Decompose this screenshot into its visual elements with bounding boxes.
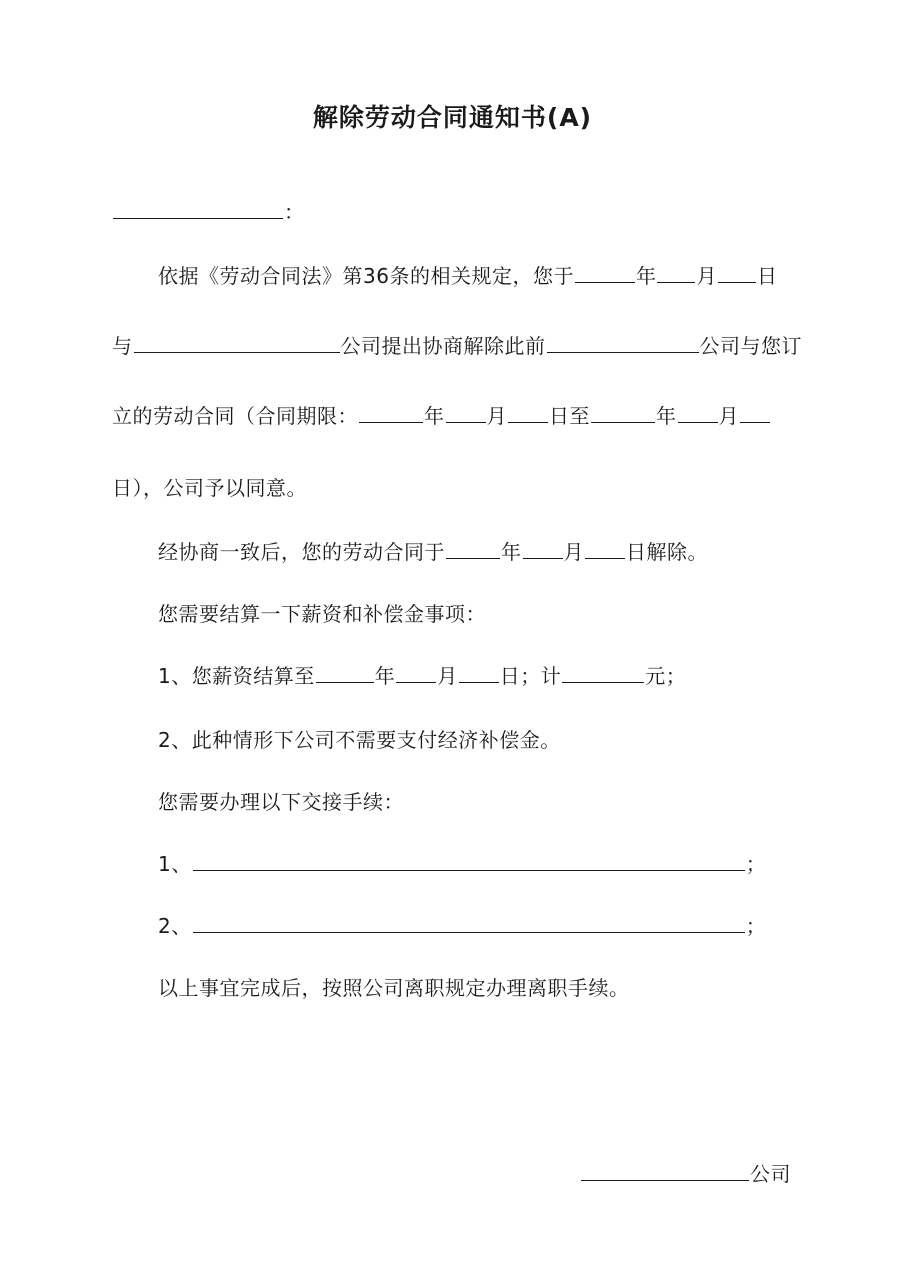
handover-blank-2[interactable] [193,912,745,933]
settlement-amount-blank[interactable] [562,662,644,683]
salary-settlement-text: 1、您薪资结算至 [158,664,315,688]
day-total-label: 日；计 [499,664,562,688]
term-end-month-blank[interactable] [678,402,718,423]
company-label: 公司 [750,1162,791,1186]
paragraph1-line1 [158,262,777,290]
month-label: 月 [563,540,584,564]
handover-number: 2、 [158,914,192,938]
yuan-label: 元； [645,664,687,688]
month-label: 月 [696,264,717,288]
termination-month-blank[interactable] [523,538,563,559]
proposal-day-blank[interactable] [718,262,756,283]
proposal-month-blank[interactable] [657,262,695,283]
signature-line [580,1160,791,1188]
salutation-line [112,198,305,226]
handover-item-2 [158,912,766,940]
year-label: 年 [424,404,445,428]
company-signature-blank[interactable] [581,1160,749,1181]
handover-blank-1[interactable] [193,850,745,871]
settlement-item-1 [158,662,686,690]
settlement-month-blank[interactable] [396,662,436,683]
handover-semicolon: ； [745,914,767,938]
legal-basis-text: 依据《劳动合同法》第36条的相关规定，您于 [158,264,574,288]
company-name-blank-1[interactable] [134,332,340,353]
settlement-day-blank[interactable] [459,662,499,683]
termination-date-text: 经协商一致后，您的劳动合同于 [158,540,445,564]
day-label: 日 [756,264,778,288]
paragraph1-line2 [112,332,802,360]
proposal-text: 公司提出协商解除此前 [340,334,546,358]
document-title: 解除劳动合同通知书(A) [312,103,593,132]
day-terminated-label: 日解除。 [626,540,708,564]
handover-number: 1、 [158,852,192,876]
paragraph2 [158,538,708,566]
paragraph4: 您需要办理以下交接手续： [158,790,404,814]
settlement-year-blank[interactable] [316,662,374,683]
year-label: 年 [635,264,657,288]
contract-with-text: 公司与您订 [699,334,802,358]
term-start-year-blank[interactable] [359,402,423,423]
year-label: 年 [501,540,522,564]
recipient-name-blank[interactable] [113,198,283,219]
term-start-month-blank[interactable] [446,402,486,423]
proposal-year-blank[interactable] [575,262,635,283]
paragraph1-line3 [112,402,771,430]
month-label: 月 [718,404,739,428]
month-label: 月 [486,404,507,428]
year-label: 年 [656,404,677,428]
term-end-day-blank[interactable] [740,402,770,423]
paragraph3: 您需要结算一下薪资和补偿金事项： [158,602,486,626]
termination-day-blank[interactable] [585,538,625,559]
settlement-item-2: 2、此种情形下公司不需要支付经济补偿金。 [158,728,561,752]
paragraph1-line4: 日），公司予以同意。 [112,476,307,500]
contract-term-label: 立的劳动合同（合同期限： [112,404,358,428]
handover-item-1 [158,850,766,878]
day-to-label: 日至 [549,404,590,428]
salutation-colon: ： [284,200,305,224]
termination-year-blank[interactable] [446,538,500,559]
year-label: 年 [374,664,396,688]
term-end-year-blank[interactable] [591,402,655,423]
handover-semicolon: ； [745,852,767,876]
with-label: 与 [112,334,133,358]
company-name-blank-2[interactable] [547,332,699,353]
month-label: 月 [437,664,458,688]
closing-paragraph: 以上事宜完成后，按照公司离职规定办理离职手续。 [158,976,630,1000]
term-start-day-blank[interactable] [508,402,548,423]
